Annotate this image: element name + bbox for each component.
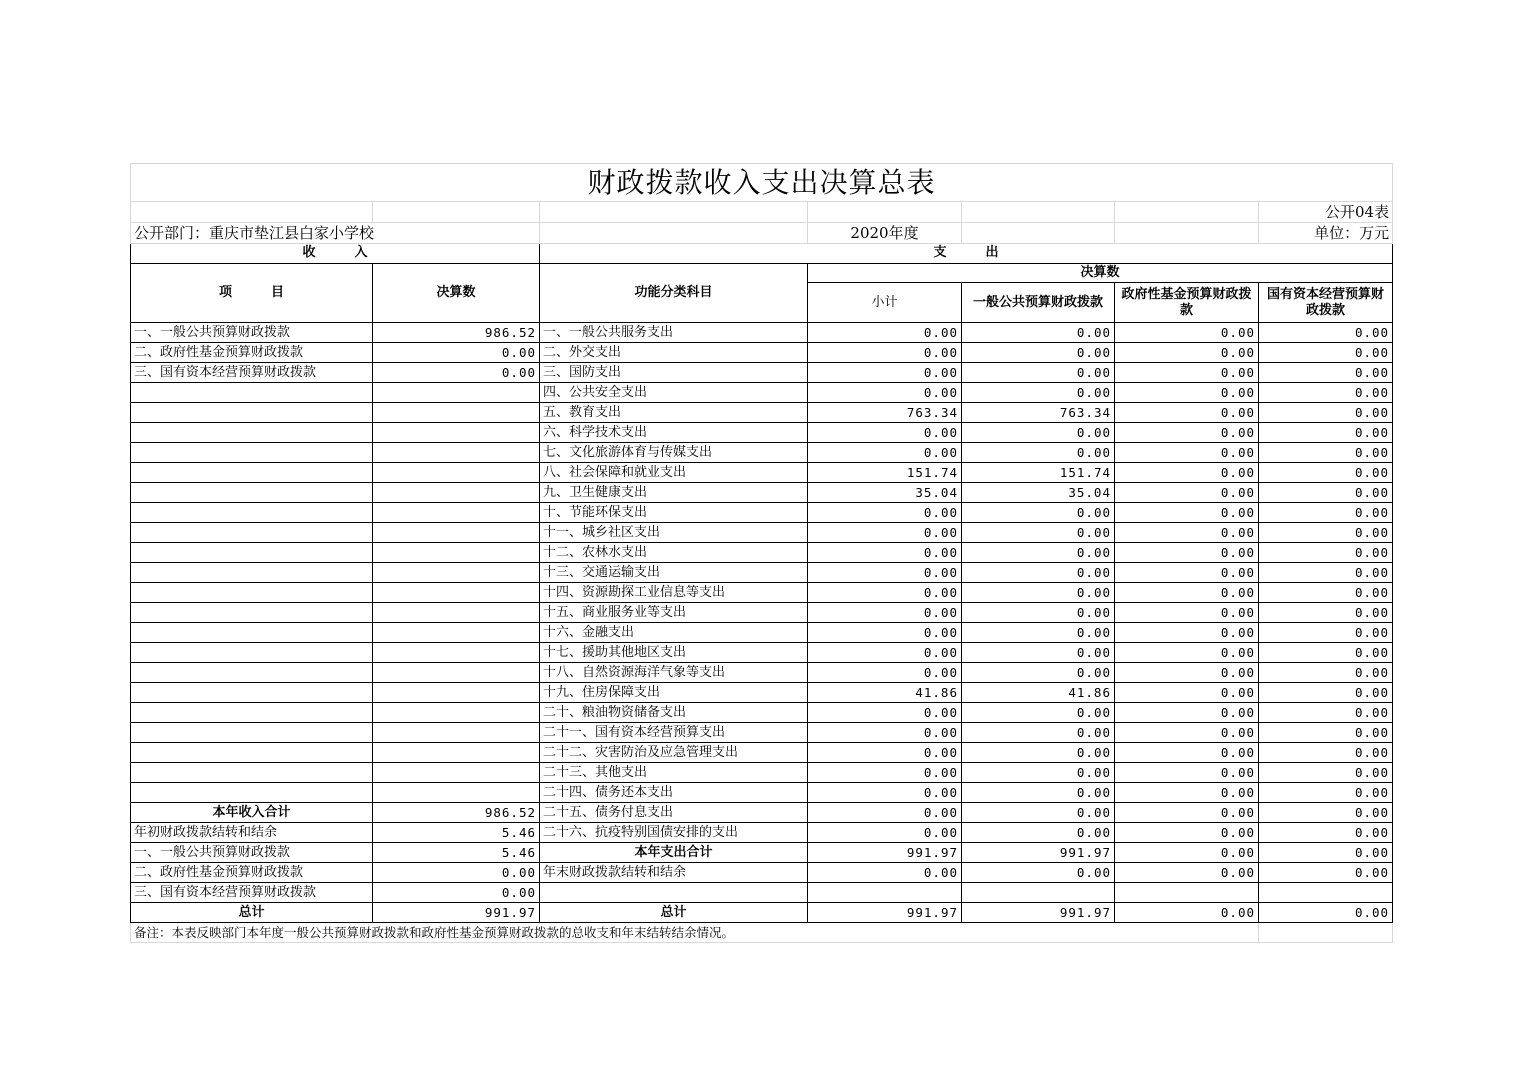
expense-amount-c: 0.00 (1115, 703, 1259, 723)
table-row (131, 723, 1393, 743)
expense-amount-a: 0.00 (808, 383, 962, 403)
table-row (131, 703, 1393, 723)
expense-amount-a: 0.00 (808, 643, 962, 663)
expense-amount-c: 0.00 (1115, 683, 1259, 703)
expense-item: 一、一般公共服务支出 (540, 323, 808, 343)
expense-amount-b: 41.86 (962, 683, 1115, 703)
expense-amount-d: 0.00 (1259, 343, 1393, 363)
expense-item: 十七、援助其他地区支出 (540, 643, 808, 663)
income-amount (373, 443, 540, 463)
table-row (131, 843, 1393, 863)
expense-amount-a: 0.00 (808, 343, 962, 363)
table-row (131, 583, 1393, 603)
table-row (131, 363, 1393, 383)
income-header: 收 入 (131, 244, 540, 264)
expense-amount-c: 0.00 (1115, 843, 1259, 863)
table-row (131, 523, 1393, 543)
expense-amount-c: 0.00 (1115, 383, 1259, 403)
expense-amount-a: 0.00 (808, 363, 962, 383)
expense-item: 十、节能环保支出 (540, 503, 808, 523)
expense-amount-c: 0.00 (1115, 763, 1259, 783)
expense-amount-b: 0.00 (962, 563, 1115, 583)
expense-amount-a: 0.00 (808, 503, 962, 523)
expense-amount-c: 0.00 (1115, 783, 1259, 803)
table-row (131, 763, 1393, 783)
final-amount-header: 决算数 (808, 263, 1393, 283)
income-item (131, 403, 373, 423)
table-row (131, 403, 1393, 423)
expense-amount-c: 0.00 (1115, 343, 1259, 363)
expense-amount-c: 0.00 (1115, 463, 1259, 483)
expense-item: 十三、交通运输支出 (540, 563, 808, 583)
expense-amount-d: 0.00 (1259, 383, 1393, 403)
income-item (131, 563, 373, 583)
table-row (131, 823, 1393, 843)
form-number: 公开04表 (1259, 202, 1393, 223)
expense-amount-b: 0.00 (962, 343, 1115, 363)
expense-amount-c: 0.00 (1115, 363, 1259, 383)
expense-amount-d: 0.00 (1259, 803, 1393, 823)
expense-amount-c: 0.00 (1115, 403, 1259, 423)
expense-item: 七、文化旅游体育与传媒支出 (540, 443, 808, 463)
expense-amount-d: 0.00 (1259, 363, 1393, 383)
expense-amount-b: 151.74 (962, 463, 1115, 483)
expense-amount-c: 0.00 (1115, 863, 1259, 883)
table-note: 备注：本表反映部门本年度一般公共预算财政拨款和政府性基金预算财政拨款的总收支和年末结转结余情况。 (131, 923, 1259, 943)
table-row (131, 543, 1393, 563)
table-row (131, 323, 1393, 343)
expense-amount-a: 0.00 (808, 743, 962, 763)
expense-amount-a: 0.00 (808, 703, 962, 723)
expense-amount-a: 0.00 (808, 543, 962, 563)
income-item: 二、政府性基金预算财政拨款 (131, 863, 373, 883)
income-amount (373, 543, 540, 563)
expense-amount-d: 0.00 (1259, 423, 1393, 443)
expense-amount-d: 0.00 (1259, 323, 1393, 343)
expense-amount-c (1115, 883, 1259, 903)
income-amount: 5.46 (373, 843, 540, 863)
expense-amount-c: 0.00 (1115, 443, 1259, 463)
income-amount (373, 723, 540, 743)
expense-amount-b: 0.00 (962, 823, 1115, 843)
expense-item: 十二、农林水支出 (540, 543, 808, 563)
expense-amount-b: 991.97 (962, 843, 1115, 863)
expense-amount-d: 0.00 (1259, 723, 1393, 743)
income-item (131, 583, 373, 603)
unit-label: 单位：万元 (1259, 223, 1393, 244)
income-amount: 986.52 (373, 803, 540, 823)
table-row (131, 423, 1393, 443)
table-row (131, 863, 1393, 883)
expense-amount-d: 0.00 (1259, 783, 1393, 803)
expense-item: 十一、城乡社区支出 (540, 523, 808, 543)
expense-item: 十四、资源勘探工业信息等支出 (540, 583, 808, 603)
expense-amount-b: 0.00 (962, 863, 1115, 883)
expense-amount-d: 0.00 (1259, 643, 1393, 663)
expense-amount-a: 0.00 (808, 423, 962, 443)
income-item: 总计 (131, 903, 373, 923)
expense-amount-a: 0.00 (808, 723, 962, 743)
expense-amount-c: 0.00 (1115, 723, 1259, 743)
expense-item: 二十、粮油物资储备支出 (540, 703, 808, 723)
income-item (131, 683, 373, 703)
expense-amount-a: 0.00 (808, 663, 962, 683)
expense-amount-c: 0.00 (1115, 483, 1259, 503)
income-amount: 0.00 (373, 363, 540, 383)
income-item (131, 783, 373, 803)
table-row (131, 743, 1393, 763)
expense-item: 年末财政拨款结转和结余 (540, 863, 808, 883)
expense-amount-d: 0.00 (1259, 683, 1393, 703)
expense-amount-a: 0.00 (808, 823, 962, 843)
income-item (131, 523, 373, 543)
expense-amount-d: 0.00 (1259, 583, 1393, 603)
income-item: 本年收入合计 (131, 803, 373, 823)
income-amount (373, 583, 540, 603)
fund-budget-header: 政府性基金预算财政拨款 (1115, 283, 1259, 323)
expense-amount-a: 0.00 (808, 623, 962, 643)
income-item (131, 623, 373, 643)
expense-item: 二十五、债务付息支出 (540, 803, 808, 823)
income-amount (373, 683, 540, 703)
table-row (131, 783, 1393, 803)
expense-amount-b: 0.00 (962, 783, 1115, 803)
income-amount: 0.00 (373, 863, 540, 883)
expense-amount-b: 0.00 (962, 643, 1115, 663)
expense-amount-a: 0.00 (808, 763, 962, 783)
table-row (131, 463, 1393, 483)
expense-amount-d: 0.00 (1259, 463, 1393, 483)
expense-amount-b: 0.00 (962, 423, 1115, 443)
expense-amount-c: 0.00 (1115, 563, 1259, 583)
expense-amount-b: 0.00 (962, 743, 1115, 763)
income-amount (373, 623, 540, 643)
income-amount (373, 743, 540, 763)
income-amount (373, 663, 540, 683)
expense-amount-d: 0.00 (1259, 523, 1393, 543)
expense-item: 十八、自然资源海洋气象等支出 (540, 663, 808, 683)
expense-amount-b: 0.00 (962, 543, 1115, 563)
income-item (131, 663, 373, 683)
table-row (131, 383, 1393, 403)
table-row (131, 603, 1393, 623)
income-amount (373, 603, 540, 623)
expense-amount-a: 991.97 (808, 843, 962, 863)
expense-amount-d: 0.00 (1259, 763, 1393, 783)
expense-item: 二十六、抗疫特别国债安排的支出 (540, 823, 808, 843)
table-row (131, 343, 1393, 363)
function-header: 功能分类科目 (540, 263, 808, 323)
expense-amount-d: 0.00 (1259, 403, 1393, 423)
expense-item (540, 883, 808, 903)
expense-amount-b: 0.00 (962, 803, 1115, 823)
income-amount (373, 783, 540, 803)
income-item (131, 503, 373, 523)
budget-sheet (130, 163, 1392, 943)
expense-amount-c: 0.00 (1115, 503, 1259, 523)
income-amount (373, 643, 540, 663)
expense-amount-c: 0.00 (1115, 543, 1259, 563)
expense-amount-a: 0.00 (808, 783, 962, 803)
expense-amount-c: 0.00 (1115, 663, 1259, 683)
expense-amount-a: 0.00 (808, 583, 962, 603)
income-amount (373, 763, 540, 783)
income-item (131, 603, 373, 623)
table-row (131, 623, 1393, 643)
expense-amount-d: 0.00 (1259, 563, 1393, 583)
expense-amount-a (808, 883, 962, 903)
expense-amount-a: 763.34 (808, 403, 962, 423)
expense-item: 总计 (540, 903, 808, 923)
income-amount (373, 523, 540, 543)
income-item (131, 483, 373, 503)
table-row (131, 503, 1393, 523)
income-item (131, 443, 373, 463)
income-item (131, 463, 373, 483)
expense-item: 三、国防支出 (540, 363, 808, 383)
expense-amount-c: 0.00 (1115, 803, 1259, 823)
income-item (131, 543, 373, 563)
expense-amount-a: 991.97 (808, 903, 962, 923)
income-amount (373, 703, 540, 723)
subtotal-header: 小计 (808, 283, 962, 323)
expense-item: 十五、商业服务业等支出 (540, 603, 808, 623)
income-item (131, 383, 373, 403)
expense-amount-c: 0.00 (1115, 523, 1259, 543)
expense-amount-c: 0.00 (1115, 903, 1259, 923)
expense-amount-c: 0.00 (1115, 423, 1259, 443)
income-amount (373, 403, 540, 423)
expense-amount-d: 0.00 (1259, 503, 1393, 523)
expense-item: 二十二、灾害防治及应急管理支出 (540, 743, 808, 763)
expense-amount-b: 0.00 (962, 363, 1115, 383)
income-item: 一、一般公共预算财政拨款 (131, 323, 373, 343)
expense-amount-a: 0.00 (808, 563, 962, 583)
expense-item: 四、公共安全支出 (540, 383, 808, 403)
expense-amount-b: 763.34 (962, 403, 1115, 423)
income-amount: 0.00 (373, 343, 540, 363)
expense-amount-d: 0.00 (1259, 823, 1393, 843)
income-amount (373, 483, 540, 503)
table-row (131, 483, 1393, 503)
expense-amount-c: 0.00 (1115, 603, 1259, 623)
expense-amount-b: 991.97 (962, 903, 1115, 923)
expense-amount-b: 35.04 (962, 483, 1115, 503)
income-amount (373, 423, 540, 443)
table-row (131, 443, 1393, 463)
expense-amount-b: 0.00 (962, 763, 1115, 783)
page-title: 财政拨款收入支出决算总表 (131, 164, 1393, 202)
expense-amount-d (1259, 883, 1393, 903)
income-item (131, 723, 373, 743)
income-item: 年初财政拨款结转和结余 (131, 823, 373, 843)
income-item (131, 423, 373, 443)
expense-amount-a: 41.86 (808, 683, 962, 703)
expense-amount-c: 0.00 (1115, 583, 1259, 603)
expense-item: 十六、金融支出 (540, 623, 808, 643)
income-item (131, 743, 373, 763)
table-row (131, 903, 1393, 923)
expense-item: 十九、住房保障支出 (540, 683, 808, 703)
income-amount: 5.46 (373, 823, 540, 843)
expense-amount-b: 0.00 (962, 603, 1115, 623)
state-capital-header: 国有资本经营预算财政拨款 (1259, 283, 1393, 323)
expense-amount-c: 0.00 (1115, 743, 1259, 763)
expense-item: 八、社会保障和就业支出 (540, 463, 808, 483)
income-amount-header: 决算数 (373, 263, 540, 323)
expense-item: 二、外交支出 (540, 343, 808, 363)
income-amount (373, 463, 540, 483)
department-label: 公开部门：重庆市垫江县白家小学校 (131, 223, 540, 244)
expense-amount-a: 0.00 (808, 523, 962, 543)
expense-amount-a: 0.00 (808, 863, 962, 883)
expense-amount-b: 0.00 (962, 723, 1115, 743)
income-item: 三、国有资本经营预算财政拨款 (131, 363, 373, 383)
table-row (131, 803, 1393, 823)
expense-amount-d: 0.00 (1259, 903, 1393, 923)
expense-item: 九、卫生健康支出 (540, 483, 808, 503)
budget-table (130, 163, 1393, 943)
income-amount (373, 383, 540, 403)
table-row (131, 563, 1393, 583)
expense-item: 六、科学技术支出 (540, 423, 808, 443)
expense-amount-a: 151.74 (808, 463, 962, 483)
expense-item: 五、教育支出 (540, 403, 808, 423)
income-amount: 986.52 (373, 323, 540, 343)
expense-amount-b (962, 883, 1115, 903)
expense-amount-b: 0.00 (962, 323, 1115, 343)
expense-amount-a: 0.00 (808, 323, 962, 343)
table-row (131, 643, 1393, 663)
expense-amount-d: 0.00 (1259, 703, 1393, 723)
expense-amount-a: 35.04 (808, 483, 962, 503)
expense-amount-b: 0.00 (962, 623, 1115, 643)
expense-amount-c: 0.00 (1115, 643, 1259, 663)
expense-amount-d: 0.00 (1259, 863, 1393, 883)
fiscal-year: 2020年度 (808, 223, 962, 244)
income-item (131, 703, 373, 723)
income-item (131, 763, 373, 783)
expense-item: 本年支出合计 (540, 843, 808, 863)
expense-item: 二十三、其他支出 (540, 763, 808, 783)
expense-amount-d: 0.00 (1259, 663, 1393, 683)
expense-amount-c: 0.00 (1115, 823, 1259, 843)
expense-amount-c: 0.00 (1115, 323, 1259, 343)
income-amount: 991.97 (373, 903, 540, 923)
income-amount (373, 503, 540, 523)
expense-amount-c: 0.00 (1115, 623, 1259, 643)
expense-amount-d: 0.00 (1259, 483, 1393, 503)
expense-amount-d: 0.00 (1259, 443, 1393, 463)
income-amount (373, 563, 540, 583)
expense-amount-d: 0.00 (1259, 623, 1393, 643)
expense-amount-a: 0.00 (808, 443, 962, 463)
income-amount: 0.00 (373, 883, 540, 903)
income-item (131, 643, 373, 663)
expense-header: 支 出 (540, 244, 1393, 264)
expense-amount-d: 0.00 (1259, 603, 1393, 623)
item-header: 项 目 (131, 263, 373, 323)
expense-amount-d: 0.00 (1259, 743, 1393, 763)
income-item: 一、一般公共预算财政拨款 (131, 843, 373, 863)
expense-item: 二十四、债务还本支出 (540, 783, 808, 803)
table-row (131, 883, 1393, 903)
general-budget-header: 一般公共预算财政拨款 (962, 283, 1115, 323)
table-row (131, 683, 1393, 703)
income-item: 三、国有资本经营预算财政拨款 (131, 883, 373, 903)
expense-amount-b: 0.00 (962, 523, 1115, 543)
expense-amount-d: 0.00 (1259, 543, 1393, 563)
expense-amount-a: 0.00 (808, 603, 962, 623)
expense-amount-b: 0.00 (962, 383, 1115, 403)
income-item: 二、政府性基金预算财政拨款 (131, 343, 373, 363)
expense-amount-b: 0.00 (962, 503, 1115, 523)
expense-amount-b: 0.00 (962, 583, 1115, 603)
expense-amount-a: 0.00 (808, 803, 962, 823)
expense-amount-b: 0.00 (962, 663, 1115, 683)
expense-amount-b: 0.00 (962, 443, 1115, 463)
expense-amount-b: 0.00 (962, 703, 1115, 723)
expense-item: 二十一、国有资本经营预算支出 (540, 723, 808, 743)
expense-amount-d: 0.00 (1259, 843, 1393, 863)
table-row (131, 663, 1393, 683)
